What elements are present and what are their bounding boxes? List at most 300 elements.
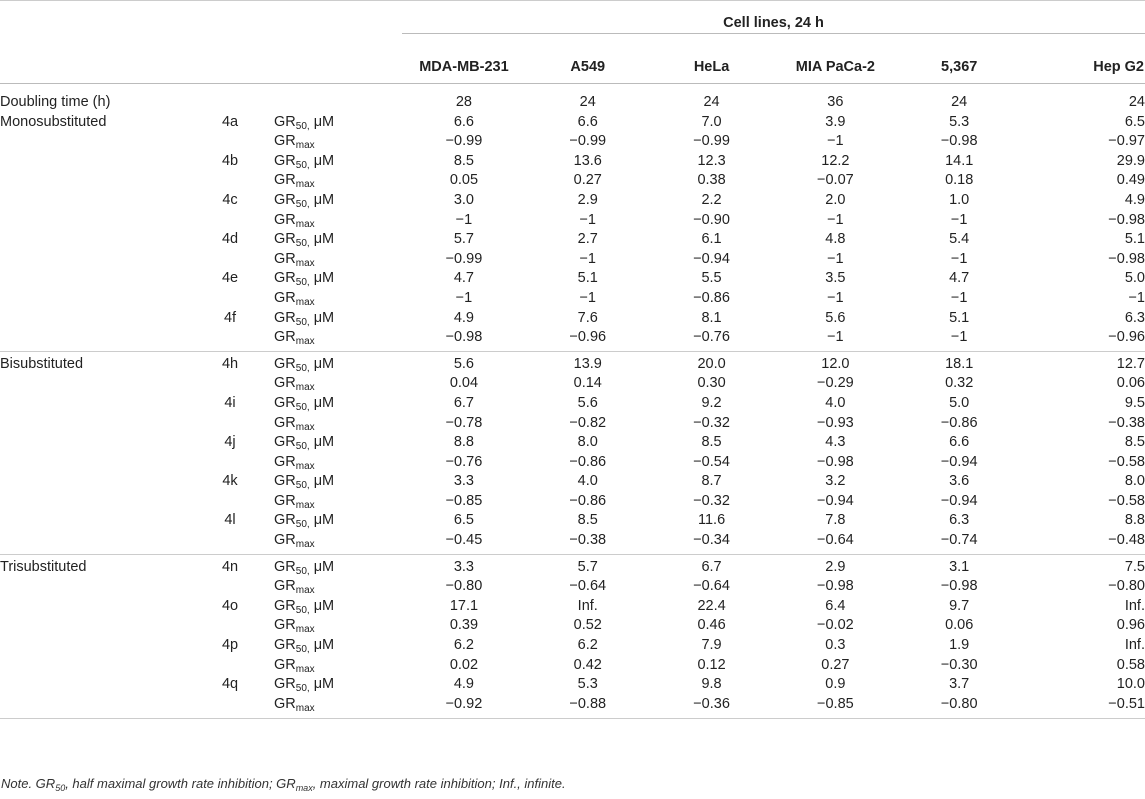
table-cell: 0.04	[449, 375, 479, 392]
table-cell: 4.9	[453, 676, 475, 693]
metric-label-grmax	[274, 695, 402, 715]
table-cell: −0.32	[693, 492, 730, 509]
metric-label-gr50	[274, 230, 402, 250]
table-cell: 1.9	[949, 637, 970, 654]
compound-id	[186, 616, 274, 636]
table-cell: 12.0	[821, 355, 850, 372]
table-cell: 3.5	[825, 270, 846, 287]
table-row	[0, 351, 1145, 374]
table-cell: −0.98	[1108, 211, 1145, 228]
compound-id: 4a	[221, 113, 239, 130]
metric-label-gr50	[274, 675, 402, 695]
compound-id: 4i	[224, 394, 236, 411]
metric-prefix: GR	[274, 637, 296, 654]
metric-subscript: max	[295, 539, 315, 551]
metric-subscript: max	[295, 421, 315, 433]
compound-id	[186, 492, 274, 512]
table-cell: 5.1	[1124, 231, 1145, 248]
table-note	[1, 776, 566, 791]
table-cell: 0.49	[1116, 172, 1145, 189]
metric-label-grmax	[274, 577, 402, 597]
table-cell: −0.64	[817, 532, 854, 549]
table-cell: 3.7	[949, 676, 970, 693]
table-cell: 22.4	[697, 597, 726, 614]
table-cell: −0.98	[1108, 250, 1145, 267]
table-cell: 0.46	[697, 617, 726, 634]
table-cell: 0.9	[825, 676, 846, 693]
metric-prefix: GR	[274, 434, 296, 451]
group-label	[0, 171, 186, 191]
metric-prefix: GR	[274, 453, 296, 470]
group-label: Bisubstituted	[0, 355, 84, 372]
table-cell: −1	[455, 289, 473, 306]
metric-unit: μM	[309, 637, 335, 654]
metric-label-gr50	[274, 152, 402, 172]
metric-subscript: max	[295, 336, 315, 348]
compound-id: 4b	[221, 152, 239, 169]
table-row	[0, 374, 1145, 394]
metric-subscript: max	[295, 585, 315, 597]
table-cell: 3.3	[453, 558, 475, 575]
row-label: Doubling time (h)	[0, 94, 111, 110]
table-row	[0, 113, 1145, 133]
metric-subscript: max	[295, 702, 315, 714]
metric-unit: μM	[309, 394, 335, 411]
table-cell: 4.7	[453, 270, 475, 287]
table-row	[0, 577, 1145, 597]
table-cell: 20.0	[697, 355, 726, 372]
table-cell: 5.3	[949, 113, 970, 130]
metric-prefix: GR	[274, 473, 296, 490]
table-cell: 4.0	[825, 394, 846, 411]
table-cell: 5.1	[949, 309, 970, 326]
metric-subscript: max	[295, 382, 315, 394]
table-cell: −0.94	[940, 492, 978, 509]
metric-label-grmax	[274, 171, 402, 191]
table-cell: 6.4	[825, 597, 846, 614]
compound-id: 4q	[221, 676, 239, 693]
table-cell: 8.8	[453, 434, 475, 451]
group-label: Trisubstituted	[0, 558, 87, 575]
table-end-rule	[0, 714, 1145, 719]
table-cell: −0.80	[445, 578, 483, 595]
group-label	[0, 656, 186, 676]
metric-subscript: max	[295, 624, 315, 636]
table-row	[0, 453, 1145, 473]
table-row	[0, 656, 1145, 676]
table-cell: 8.0	[577, 434, 598, 451]
col-header: A549	[570, 59, 606, 75]
doubling-time-row	[0, 93, 1145, 113]
table-cell: 14.1	[945, 152, 974, 169]
compound-id	[186, 453, 274, 473]
table-cell: −0.92	[445, 695, 483, 712]
metric-unit: μM	[309, 434, 335, 451]
metric-subscript: 50,	[295, 362, 310, 374]
group-label	[0, 289, 186, 309]
metric-label-grmax	[274, 453, 402, 473]
metric-subscript: 50,	[295, 519, 310, 531]
table-cell: −0.38	[569, 532, 607, 549]
metric-unit: μM	[309, 597, 335, 614]
metric-label-grmax	[274, 531, 402, 554]
table-cell: −0.02	[817, 617, 854, 634]
metric-prefix: GR	[274, 231, 296, 248]
table-cell: 6.2	[577, 637, 598, 654]
compound-id	[186, 289, 274, 309]
metric-prefix: GR	[274, 512, 296, 529]
compound-id: 4p	[221, 637, 239, 654]
table-cell: 8.0	[1124, 473, 1145, 490]
table-cell: 6.3	[949, 512, 970, 529]
table-cell: −0.45	[445, 532, 483, 549]
compound-id: 4o	[221, 597, 239, 614]
table-cell: 0.42	[573, 656, 602, 673]
table-cell: −0.38	[1108, 414, 1145, 431]
metric-unit: μM	[309, 231, 335, 248]
table-row	[0, 554, 1145, 577]
table-cell: 6.7	[701, 558, 722, 575]
table-cell: −0.34	[693, 532, 730, 549]
metric-subscript: 50,	[295, 277, 310, 289]
metric-prefix: GR	[274, 656, 296, 673]
table-row	[0, 414, 1145, 434]
table-cell: 5.4	[949, 231, 970, 248]
group-label	[0, 309, 186, 329]
table-cell: 2.7	[577, 231, 598, 248]
metric-prefix: GR	[274, 375, 296, 392]
table-cell: 0.06	[1116, 375, 1145, 392]
metric-unit: μM	[309, 270, 335, 287]
metric-subscript: max	[295, 499, 315, 511]
table-cell: 1.0	[949, 191, 970, 208]
metric-label-grmax	[274, 616, 402, 636]
compound-id	[186, 695, 274, 715]
table-cell: −0.98	[940, 578, 978, 595]
table-cell: −0.74	[940, 532, 978, 549]
table-cell: −0.64	[693, 578, 730, 595]
group-label	[0, 250, 186, 270]
table-cell: 6.5	[453, 512, 475, 529]
metric-prefix: GR	[274, 355, 296, 372]
table-cell: 3.6	[949, 473, 970, 490]
table-cell: 8.8	[1124, 512, 1145, 529]
group-label	[0, 511, 186, 531]
table-cell: 0.38	[697, 172, 726, 189]
group-label	[0, 394, 186, 414]
compound-id: 4l	[224, 512, 236, 529]
group-label	[0, 230, 186, 250]
table-cell: 13.6	[573, 152, 602, 169]
table-cell: −0.98	[940, 133, 978, 150]
table-cell: −1	[950, 329, 968, 346]
table-cell: Inf.	[1124, 597, 1145, 614]
compound-id: 4e	[221, 270, 239, 287]
table-cell: 6.7	[453, 394, 475, 411]
table-cell: −0.96	[1108, 329, 1145, 346]
table-row	[0, 191, 1145, 211]
table-cell: −0.96	[569, 329, 607, 346]
table-cell: −0.32	[693, 414, 730, 431]
table-cell: 9.8	[701, 676, 722, 693]
metric-prefix: GR	[274, 211, 296, 228]
table-cell: 24	[703, 94, 720, 110]
table-cell: 0.96	[1116, 617, 1145, 634]
table-cell: 0.32	[945, 375, 974, 392]
table-cell: −1	[455, 211, 473, 228]
table-row	[0, 289, 1145, 309]
compound-id	[186, 531, 274, 554]
table-cell: 12.3	[697, 152, 726, 169]
metric-label-gr50	[274, 511, 402, 531]
group-label	[0, 531, 186, 554]
table-cell: −0.99	[569, 133, 607, 150]
table-cell: −0.98	[817, 453, 854, 470]
table-cell: 17.1	[449, 597, 479, 614]
metric-subscript: max	[295, 218, 315, 230]
table-cell: 9.5	[1124, 394, 1145, 411]
group-label	[0, 675, 186, 695]
table-cell: 24	[1128, 94, 1145, 110]
table-cell: 2.9	[825, 558, 846, 575]
metric-subscript: 50,	[295, 198, 310, 210]
metric-label-gr50	[274, 472, 402, 492]
metric-label-gr50	[274, 351, 402, 374]
table-row	[0, 492, 1145, 512]
table-row	[0, 269, 1145, 289]
table-cell: −0.85	[445, 492, 483, 509]
table-cell: −0.86	[693, 289, 730, 306]
group-label	[0, 636, 186, 656]
table-cell: −0.99	[445, 250, 483, 267]
table-cell: −0.94	[817, 492, 854, 509]
table-cell: 8.7	[701, 473, 722, 490]
table-cell: −1	[827, 289, 844, 306]
metric-prefix: GR	[274, 309, 296, 326]
metric-prefix: GR	[274, 133, 296, 150]
metric-prefix: GR	[274, 191, 296, 208]
table-cell: −0.36	[693, 695, 730, 712]
metric-unit: μM	[309, 676, 335, 693]
compound-id: 4h	[221, 355, 239, 372]
table-cell: 2.2	[701, 191, 722, 208]
compound-id: 4c	[222, 191, 238, 208]
table-cell: 4.3	[825, 434, 846, 451]
table-cell: 2.0	[825, 191, 846, 208]
metric-subscript: 50,	[295, 604, 310, 616]
table-cell: −1	[827, 211, 844, 228]
table-cell: 10.0	[1116, 676, 1145, 693]
table-cell: 6.6	[453, 113, 475, 130]
table-cell: 8.5	[577, 512, 598, 529]
table-cell: 5.0	[1124, 270, 1145, 287]
table-cell: 36	[827, 94, 844, 110]
group-label	[0, 269, 186, 289]
metric-label-gr50	[274, 433, 402, 453]
table-cell: −0.99	[445, 133, 483, 150]
metric-subscript: max	[295, 296, 315, 308]
note-text: , half maximal growth rate inhibition; GR	[65, 776, 296, 791]
metric-prefix: GR	[274, 414, 296, 431]
table-cell: −0.90	[693, 211, 730, 228]
metric-subscript: max	[295, 179, 315, 191]
metric-label-gr50	[274, 113, 402, 133]
compound-id: 4k	[222, 473, 238, 490]
table-cell: 24	[579, 94, 596, 110]
metric-label-gr50	[274, 554, 402, 577]
table-row	[0, 597, 1145, 617]
table-cell: 5.0	[949, 394, 970, 411]
metric-label-grmax	[274, 414, 402, 434]
table-cell: −1	[827, 133, 844, 150]
table-cell: −0.86	[940, 414, 978, 431]
table-cell: −0.94	[940, 453, 978, 470]
table-cell: −1	[579, 250, 597, 267]
metric-prefix: GR	[274, 695, 296, 712]
table-cell: −0.64	[569, 578, 607, 595]
table-cell: 5.7	[577, 558, 598, 575]
table-cell: 0.06	[945, 617, 974, 634]
table-cell: −0.82	[569, 414, 607, 431]
table-cell: 12.7	[1116, 355, 1145, 372]
group-label	[0, 695, 186, 715]
group-label	[0, 132, 186, 152]
table-cell: 7.0	[701, 113, 722, 130]
metric-unit: μM	[309, 473, 335, 490]
table-cell: −1	[950, 250, 968, 267]
table-cell: 18.1	[945, 355, 974, 372]
table-row	[0, 230, 1145, 250]
cell-lines-title-text: Cell lines, 24 h	[402, 13, 1145, 34]
metric-subscript: max	[295, 460, 315, 472]
table-cell: −0.29	[817, 375, 854, 392]
table-cell: −0.78	[445, 414, 483, 431]
table-cell: 4.7	[949, 270, 970, 287]
table-cell: 5.1	[577, 270, 598, 287]
table-row	[0, 211, 1145, 231]
table-cell: 0.12	[697, 656, 726, 673]
table-cell: 0.27	[573, 172, 602, 189]
group-label	[0, 597, 186, 617]
compound-id	[186, 211, 274, 231]
table-cell: 11.6	[697, 512, 726, 529]
table-cell: −0.94	[693, 250, 730, 267]
metric-label-grmax	[274, 328, 402, 351]
table-cell: 7.6	[577, 309, 598, 326]
metric-unit: μM	[309, 355, 335, 372]
metric-subscript: 50,	[295, 316, 310, 328]
table-cell: 5.6	[577, 394, 598, 411]
table-cell: −0.51	[1108, 695, 1145, 712]
metric-label-grmax	[274, 492, 402, 512]
group-label	[0, 328, 186, 351]
note-sub: max	[295, 783, 313, 793]
table-cell: −1	[950, 211, 968, 228]
table-cell: 0.39	[449, 617, 479, 634]
table-cell: 2.9	[577, 191, 598, 208]
metric-subscript: 50,	[295, 120, 310, 132]
table-cell: −0.58	[1108, 492, 1145, 509]
metric-prefix: GR	[274, 250, 296, 267]
table-cell: 24	[951, 94, 968, 110]
table-row	[0, 675, 1145, 695]
group-label	[0, 616, 186, 636]
table-cell: −1	[1128, 289, 1145, 306]
metric-prefix: GR	[274, 172, 296, 189]
table-row	[0, 472, 1145, 492]
table-cell: 8.5	[701, 434, 722, 451]
compound-id	[186, 656, 274, 676]
table-cell: 9.2	[701, 394, 722, 411]
table-row	[0, 328, 1145, 351]
metric-subscript: 50,	[295, 159, 310, 171]
metric-unit: μM	[309, 558, 335, 575]
metric-unit: μM	[309, 191, 335, 208]
table-cell: Inf.	[1124, 637, 1145, 654]
table-cell: 8.5	[1124, 434, 1145, 451]
table-cell: 0.14	[573, 375, 602, 392]
metric-prefix: GR	[274, 492, 296, 509]
table-cell: 4.9	[453, 309, 475, 326]
table-cell: 4.9	[1124, 191, 1145, 208]
note-text: , maximal growth rate inhibition; Inf., infinite.	[312, 776, 566, 791]
metric-label-grmax	[274, 211, 402, 231]
table-cell: −1	[827, 329, 844, 346]
table-row	[0, 394, 1145, 414]
compound-id	[186, 414, 274, 434]
table-cell: −0.85	[817, 695, 854, 712]
table-cell: 3.3	[453, 473, 475, 490]
group-label	[0, 453, 186, 473]
table-cell: −0.98	[817, 578, 854, 595]
metric-prefix: GR	[274, 152, 296, 169]
table-cell: −1	[827, 250, 844, 267]
table-cell: 12.2	[821, 152, 850, 169]
compound-id	[186, 171, 274, 191]
metric-label-gr50	[274, 191, 402, 211]
metric-prefix: GR	[274, 113, 296, 130]
group-label: Monosubstituted	[0, 113, 107, 130]
table-cell: 0.58	[1116, 656, 1145, 673]
group-label	[0, 577, 186, 597]
table-row	[0, 132, 1145, 152]
table-cell: 3.0	[453, 191, 475, 208]
table-row	[0, 636, 1145, 656]
group-label	[0, 211, 186, 231]
table-cell: −0.76	[693, 329, 730, 346]
table-cell: 4.0	[577, 473, 598, 490]
metric-prefix: GR	[274, 532, 296, 549]
compound-id	[186, 250, 274, 270]
table-cell: 4.8	[825, 231, 846, 248]
table-cell: 0.18	[945, 172, 974, 189]
metric-label-gr50	[274, 636, 402, 656]
table-cell: −0.54	[693, 453, 730, 470]
metric-unit: μM	[309, 309, 335, 326]
table-cell: 28	[455, 94, 472, 110]
metric-label-grmax	[274, 289, 402, 309]
table-row	[0, 695, 1145, 715]
metric-label-gr50	[274, 394, 402, 414]
table-cell: 5.6	[453, 355, 475, 372]
group-label	[0, 414, 186, 434]
compound-id: 4n	[221, 558, 239, 575]
table-cell: 5.5	[701, 270, 722, 287]
metric-subscript: 50,	[295, 401, 310, 413]
metric-prefix: GR	[274, 578, 296, 595]
header-row-title	[0, 1, 1145, 58]
table-cell: 8.1	[701, 309, 722, 326]
